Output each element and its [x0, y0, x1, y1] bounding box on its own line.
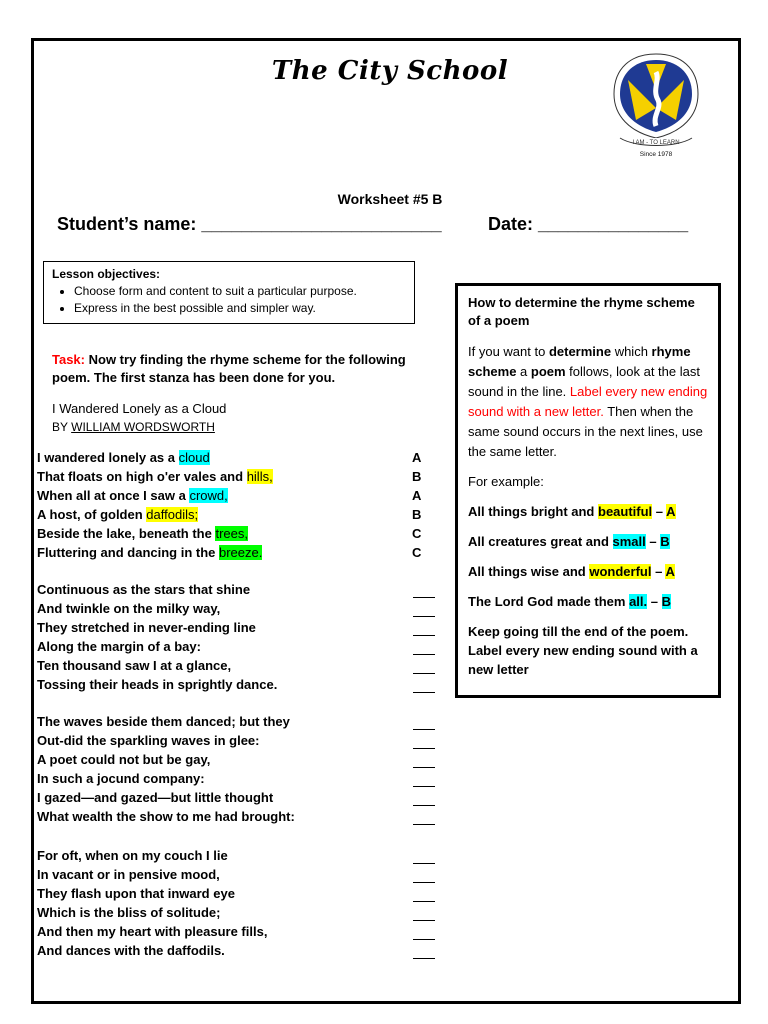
poem-line: Beside the lake, beneath the trees, [37, 526, 248, 541]
rhyme-word: trees, [215, 526, 248, 541]
poem-author-name: WILLIAM WORDSWORTH [71, 420, 215, 434]
poem-line: Fluttering and dancing in the breeze. [37, 545, 263, 560]
answer-blank[interactable] [413, 786, 435, 787]
answer-blank[interactable] [413, 767, 435, 768]
poem-line: Tossing their heads in sprightly dance. [37, 677, 278, 692]
example-line: All things bright and beautiful – A [468, 504, 676, 519]
school-logo [606, 50, 706, 160]
example-line: All creatures great and small – B [468, 534, 670, 549]
answer-blank[interactable] [413, 635, 435, 636]
lesson-objectives-box [43, 261, 415, 324]
rhyme-letter: C [412, 545, 422, 560]
guide-paragraph: If you want to determine which rhyme scheme a poem follows, look at the last sound in the line. Label every new ending sound with a new letter. Then when the same sound occurs in the next lines, use the same letter. [468, 344, 708, 459]
poem-line: I wandered lonely as a cloud [37, 450, 210, 465]
poem-line: And then my heart with pleasure fills, [37, 924, 268, 939]
school-title: The City School [271, 56, 509, 86]
rhyme-word: daffodils; [146, 507, 199, 522]
rhyme-guide-box [455, 283, 721, 698]
poem-line: And dances with the daffodils. [37, 943, 225, 958]
rhyme-word: cloud [178, 450, 210, 465]
student-name-field[interactable]: Student’s name: ________________________ [57, 214, 442, 234]
objective-item: • Choose form and content to suit a particular purpose. [74, 283, 406, 300]
rhyme-letter: A [412, 450, 422, 465]
task-text: Now try finding the rhyme scheme for the following poem. The first stanza has been done for you. [52, 352, 406, 385]
objective-item: • Express in the best possible and simpler way. [74, 300, 406, 317]
answer-blank[interactable] [413, 729, 435, 730]
answer-blank[interactable] [413, 616, 435, 617]
example-line: All things wise and wonderful – A [468, 564, 675, 579]
poem-line: What wealth the show to me had brought: [37, 809, 295, 824]
guide-final-instruction: Keep going till the end of the poem. Label every new ending sound with a new letter [468, 624, 698, 677]
poem-line: That floats on high o'er vales and hills, [37, 469, 273, 484]
poem-author-by: BY [52, 420, 68, 434]
svg-text:Since 1978: Since 1978 [639, 151, 673, 158]
rhyme-word: hills, [246, 469, 273, 484]
poem-line: Ten thousand saw I at a glance, [37, 658, 232, 673]
rhyme-word: crowd, [189, 488, 228, 503]
svg-text:I AM - TO LEARN: I AM - TO LEARN [632, 140, 680, 146]
poem-line: I gazed—and gazed—but little thought [37, 790, 274, 805]
answer-blank[interactable] [413, 654, 435, 655]
worksheet-title: Worksheet #5 B [337, 191, 443, 207]
poem-line: In such a jocund company: [37, 771, 205, 786]
poem-line: They stretched in never-ending line [37, 620, 256, 635]
answer-blank[interactable] [413, 805, 435, 806]
answer-blank[interactable] [413, 863, 435, 864]
poem-line: Which is the bliss of solitude; [37, 905, 221, 920]
task-instruction [52, 351, 412, 387]
poem-line: When all at once I saw a crowd, [37, 488, 228, 503]
answer-blank[interactable] [413, 958, 435, 959]
answer-blank[interactable] [413, 824, 435, 825]
for-example-label: For example: [468, 474, 544, 489]
poem-line: A poet could not but be gay, [37, 752, 211, 767]
poem-line: And twinkle on the milky way, [37, 601, 221, 616]
example-line: The Lord God made them all. – B [468, 594, 672, 609]
answer-blank[interactable] [413, 939, 435, 940]
answer-blank[interactable] [413, 673, 435, 674]
answer-blank[interactable] [413, 882, 435, 883]
rhyme-word: breeze. [219, 545, 263, 560]
answer-blank[interactable] [413, 692, 435, 693]
poem-line: Along the margin of a bay: [37, 639, 201, 654]
rhyme-letter: B [412, 469, 422, 484]
poem-title: I Wandered Lonely as a Cloud [52, 401, 227, 416]
objectives-title: Lesson objectives: [52, 267, 161, 281]
poem-line: Continuous as the stars that shine [37, 582, 251, 597]
poem-line: For oft, when on my couch I lie [37, 848, 228, 863]
poem-line: Out-did the sparkling waves in glee: [37, 733, 260, 748]
poem-line: A host, of golden daffodils; [37, 507, 199, 522]
answer-blank[interactable] [413, 748, 435, 749]
task-label: Task: [52, 352, 85, 367]
poem-author [52, 420, 215, 434]
poem-line: In vacant or in pensive mood, [37, 867, 220, 882]
guide-heading: How to determine the rhyme scheme of a poem [468, 295, 695, 328]
answer-blank[interactable] [413, 901, 435, 902]
rhyme-letter: C [412, 526, 422, 541]
rhyme-letter: A [412, 488, 422, 503]
poem-line: The waves beside them danced; but they [37, 714, 290, 729]
date-field[interactable]: Date: _______________ [488, 214, 689, 234]
answer-blank[interactable] [413, 920, 435, 921]
poem-line: They flash upon that inward eye [37, 886, 235, 901]
rhyme-letter: B [412, 507, 422, 522]
answer-blank[interactable] [413, 597, 435, 598]
